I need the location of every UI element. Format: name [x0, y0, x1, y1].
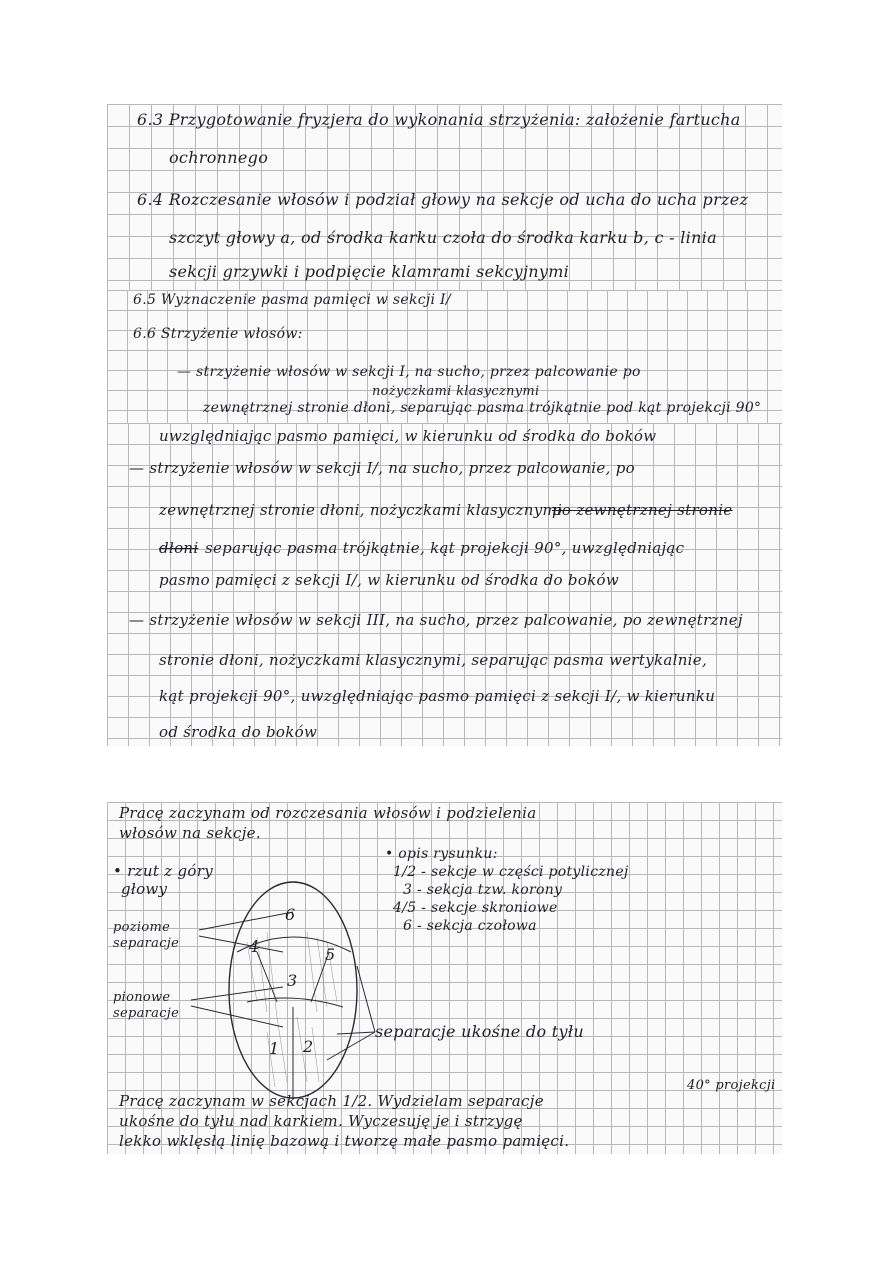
section-number: 3: [287, 971, 298, 990]
notebook-scan-section-4: [107, 802, 782, 1154]
section-line: [257, 952, 277, 1002]
diagram-label: poziome: [113, 920, 171, 935]
text-line: od środka do boków: [159, 723, 318, 741]
diagram-label: separacje: [113, 1006, 180, 1021]
text-line: zewnętrznej stronie dłoni, separując pasma trójkątnie pod kąt projekcji 90°: [203, 400, 762, 416]
text-line: 6.5 Wyznaczenie pasma pamięci w sekcji I/: [133, 292, 451, 308]
section-number: 2: [303, 1037, 314, 1056]
text-line: zewnętrznej stronie dłoni, nożyczkami klasycznymi: [159, 501, 563, 519]
section-number: 1: [269, 1039, 280, 1058]
section-number: 6: [285, 905, 296, 924]
notebook-scan-section-3: [107, 423, 782, 746]
text-line: pasmo pamięci z sekcji I/, w kierunku od środka do boków: [159, 571, 620, 589]
pointer-line: [191, 1006, 283, 1027]
text-line: kąt projekcji 90°, uwzględniając pasmo pamięci z sekcji I/, w kierunku: [159, 687, 716, 705]
text-line: lekko wklęsłą linię bazową i tworzę małe pasmo pamięci.: [119, 1132, 570, 1150]
diagram-annotation: separacje ukośne do tyłu: [375, 1022, 584, 1041]
text-line: szczyt głowy a, od środka karku czoła do środka karku b, c - linia: [169, 228, 717, 247]
section-number: 5: [325, 945, 336, 964]
text-line: ochronnego: [169, 148, 269, 167]
diagram-caption: głowy: [121, 880, 168, 898]
text-line: — strzyżenie włosów w sekcji III, na sucho, przez palcowanie, po zewnętrznej: [129, 611, 743, 629]
legend-item: 3 - sekcja tzw. korony: [403, 882, 563, 898]
text-line: sekcji grzywki i podpięcie klamrami sekcyjnymi: [169, 262, 570, 281]
text-line: stronie dłoni, nożyczkami klasycznymi, separując pasma wertykalnie,: [159, 651, 708, 669]
diagram-caption: • rzut z góry: [113, 862, 213, 880]
text-line: 6.3 Przygotowanie fryzjera do wykonania strzyżenia: założenie fartucha: [137, 110, 741, 129]
section-number: 4: [249, 937, 260, 956]
legend-item: 6 - sekcja czołowa: [403, 918, 537, 934]
text-line: włosów na sekcje.: [119, 824, 261, 842]
notebook-scan-section-2: [107, 290, 782, 423]
legend-item: 1/2 - sekcje w części potylicznej: [393, 864, 629, 880]
diagram-label: pionowe: [113, 990, 171, 1005]
pointer-line: [357, 966, 375, 1032]
text-line: Pracę zaczynam w sekcjach 1/2. Wydzielam separacje: [119, 1092, 544, 1110]
margin-note: 40° projekcji: [687, 1078, 776, 1093]
notebook-scan-section-1: [107, 104, 782, 290]
shading-hatching: [247, 932, 337, 1087]
legend-item: 4/5 - sekcje skroniowe: [393, 900, 558, 916]
text-line: ukośne do tyłu nad karkiem. Wyczesuję je i strzygę: [119, 1112, 523, 1130]
crossed-out-text: po zewnętrznej stronie: [552, 501, 733, 519]
text-line: uwzględniając pasmo pamięci, w kierunku od środka do boków: [159, 427, 657, 445]
text-line: 6.4 Rozczesanie włosów i podział głowy na sekcje od ucha do ucha przez: [137, 190, 749, 209]
legend-title: • opis rysunku:: [385, 846, 498, 862]
text-line: — strzyżenie włosów w sekcji I/, na sucho, przez palcowanie, po: [129, 459, 635, 477]
text-line: nożyczkami klasycznymi: [372, 384, 540, 399]
diagram-label: separacje: [113, 936, 180, 951]
pointer-line: [199, 912, 293, 930]
text-line: — strzyżenie włosów w sekcji I, na sucho, przez palcowanie po: [177, 364, 641, 380]
pointer-line: [337, 1032, 375, 1034]
section-line: [247, 998, 343, 1007]
pointer-line: [191, 987, 283, 1000]
text-line: 6.6 Strzyżenie włosów:: [133, 326, 303, 342]
text-line: Pracę zaczynam od rozczesania włosów i podzielenia: [119, 804, 537, 822]
text-line: separując pasma trójkątnie, kąt projekcji 90°, uwzględniając: [205, 539, 685, 557]
crossed-out-text: dłoni: [159, 539, 199, 557]
